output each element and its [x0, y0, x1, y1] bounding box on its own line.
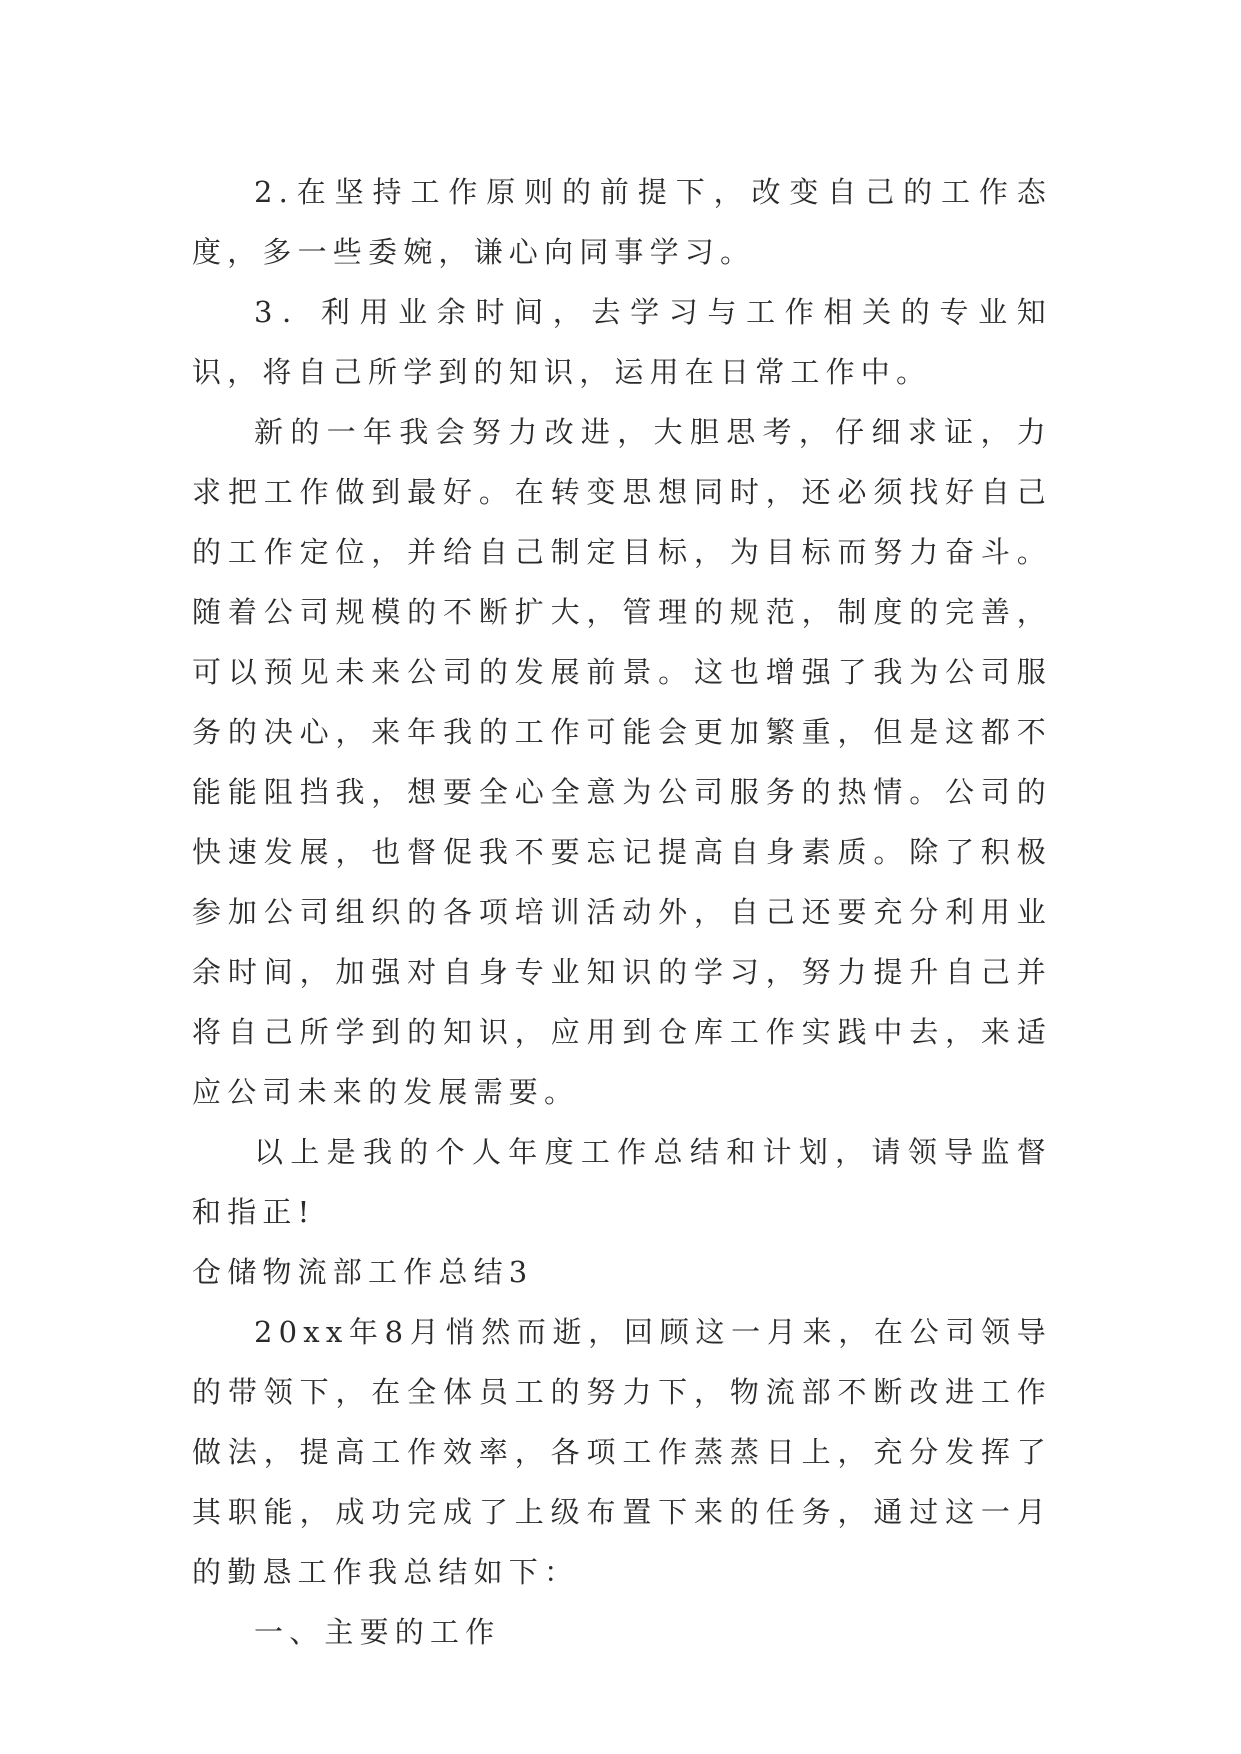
- paragraph-item-3: 3．利用业余时间，去学习与工作相关的专业知识，将自己所学到的知识，运用在日常工作中。: [192, 295, 1052, 389]
- paragraph-closing: 以上是我的个人年度工作总结和计划，请领导监督和指正!: [192, 1135, 1052, 1229]
- paragraph-new-year-plan: 新的一年我会努力改进，大胆思考，仔细求证，力求把工作做到最好。在转变思想同时，还必须找好自己的工作定位，并给自己制定目标，为目标而努力奋斗。随着公司规模的不断扩大，管理的规范，制度的完善，可以预见未来公司的发展前景。这也增强了我为公司服务的决心，来年我的工作可能会更加繁重，但是这都不能能阻挡我，想要全心全意为公司服务的热情。公司的快速发展，也督促我不要忘记提高自身素质。除了积极参加公司组织的各项培训活动外，自己还要充分利用业余时间，加强对自身专业知识的学习，努力提升自己并将自己所学到的知识，应用到仓库工作实践中去，来适应公司未来的发展需要。: [192, 415, 1052, 1109]
- paragraph-item-2: 2.在坚持工作原则的前提下，改变自己的工作态度，多一些委婉，谦心向同事学习。: [192, 175, 1052, 269]
- section-heading: 仓储物流部工作总结3: [192, 1255, 534, 1289]
- subheading-main-work: 一、主要的工作: [254, 1615, 501, 1649]
- paragraph-august-review: 20xx年8月悄然而逝，回顾这一月来，在公司领导的带领下，在全体员工的努力下，物流部不断改进工作做法，提高工作效率，各项工作蒸蒸日上，充分发挥了其职能，成功完成了上级布置下来的任务，通过这一月的勤恳工作我总结如下：: [192, 1315, 1052, 1589]
- document-body: [192, 162, 1052, 1662]
